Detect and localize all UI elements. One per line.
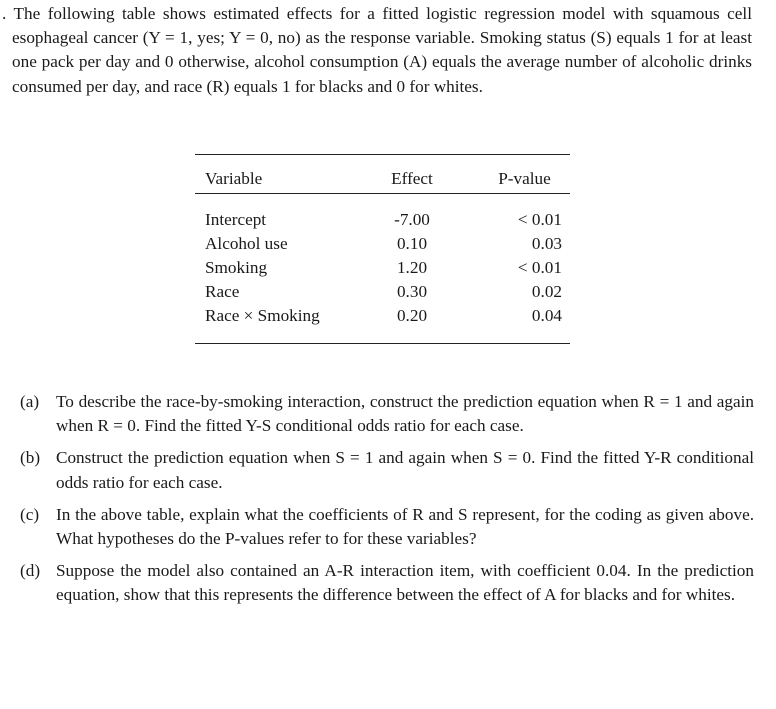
row-effect: 0.10 xyxy=(396,234,428,253)
problem-lead-mark: . xyxy=(2,4,7,23)
row-variable: Smoking xyxy=(205,258,268,277)
row-pvalue: 0.04 xyxy=(531,306,562,325)
question-label: (d) xyxy=(20,561,41,581)
row-effect: 0.30 xyxy=(396,282,428,301)
question-label: (a) xyxy=(20,392,40,411)
row-effect: 1.20 xyxy=(396,258,428,277)
row-pvalue: 0.03 xyxy=(531,234,562,253)
row-pvalue: < 0.01 xyxy=(517,258,562,277)
row-pvalue: < 0.01 xyxy=(517,210,562,229)
row-variable: Intercept xyxy=(205,210,267,229)
row-variable: Race × Smoking xyxy=(205,306,320,325)
problem-statement xyxy=(2,2,752,99)
problem-text: The following table shows estimated effects for a fitted logistic regression model with squamous cell esophageal cancer (Y = 1, yes; Y = 0, no) as the response variable. Smoking status (S) equals 1 for at least one pack per day and 0 otherwise, alcohol consumption (A) equals the average number of alcoholic drinks consumed per day, and race (R) equals 1 for blacks and 0 for whites. xyxy=(12,4,752,96)
table-bottom-rule xyxy=(195,343,570,344)
table-header-rule xyxy=(195,193,570,194)
row-effect: -7.00 xyxy=(394,210,430,229)
table-top-rule xyxy=(195,154,570,155)
header-variable: Variable xyxy=(205,169,263,188)
question-text: In the above table, explain what the coefficients of R and S represent, for the coding as given above. What hypotheses do the P-values refer to for these variables? xyxy=(56,504,754,549)
question-text: Construct the prediction equation when S = 1 and again when S = 0. Find the fitted Y-R conditional odds ratio for each case. xyxy=(56,448,754,492)
question-label: (c) xyxy=(20,504,40,524)
header-pvalue: P-value xyxy=(498,169,551,188)
question-label: (b) xyxy=(20,448,41,468)
row-variable: Alcohol use xyxy=(205,234,288,253)
question-item xyxy=(20,559,754,607)
question-text: Suppose the model also contained an A-R interaction item, with coefficient 0.04. In the prediction equation, show that this represents the difference between the effect of A for blacks and for whites. xyxy=(56,561,754,605)
row-effect: 0.20 xyxy=(396,306,428,325)
row-pvalue: 0.02 xyxy=(531,282,562,301)
header-effect: Effect xyxy=(391,169,433,188)
question-item xyxy=(20,390,754,438)
question-item xyxy=(20,503,754,551)
question-item xyxy=(20,446,754,494)
question-list xyxy=(20,390,754,616)
row-variable: Race xyxy=(205,282,240,301)
question-text: To describe the race-by-smoking interaction, construct the prediction equation when R = 1 and again when R = 0. Find the fitted Y-S conditional odds ratio for each case. xyxy=(56,392,754,436)
